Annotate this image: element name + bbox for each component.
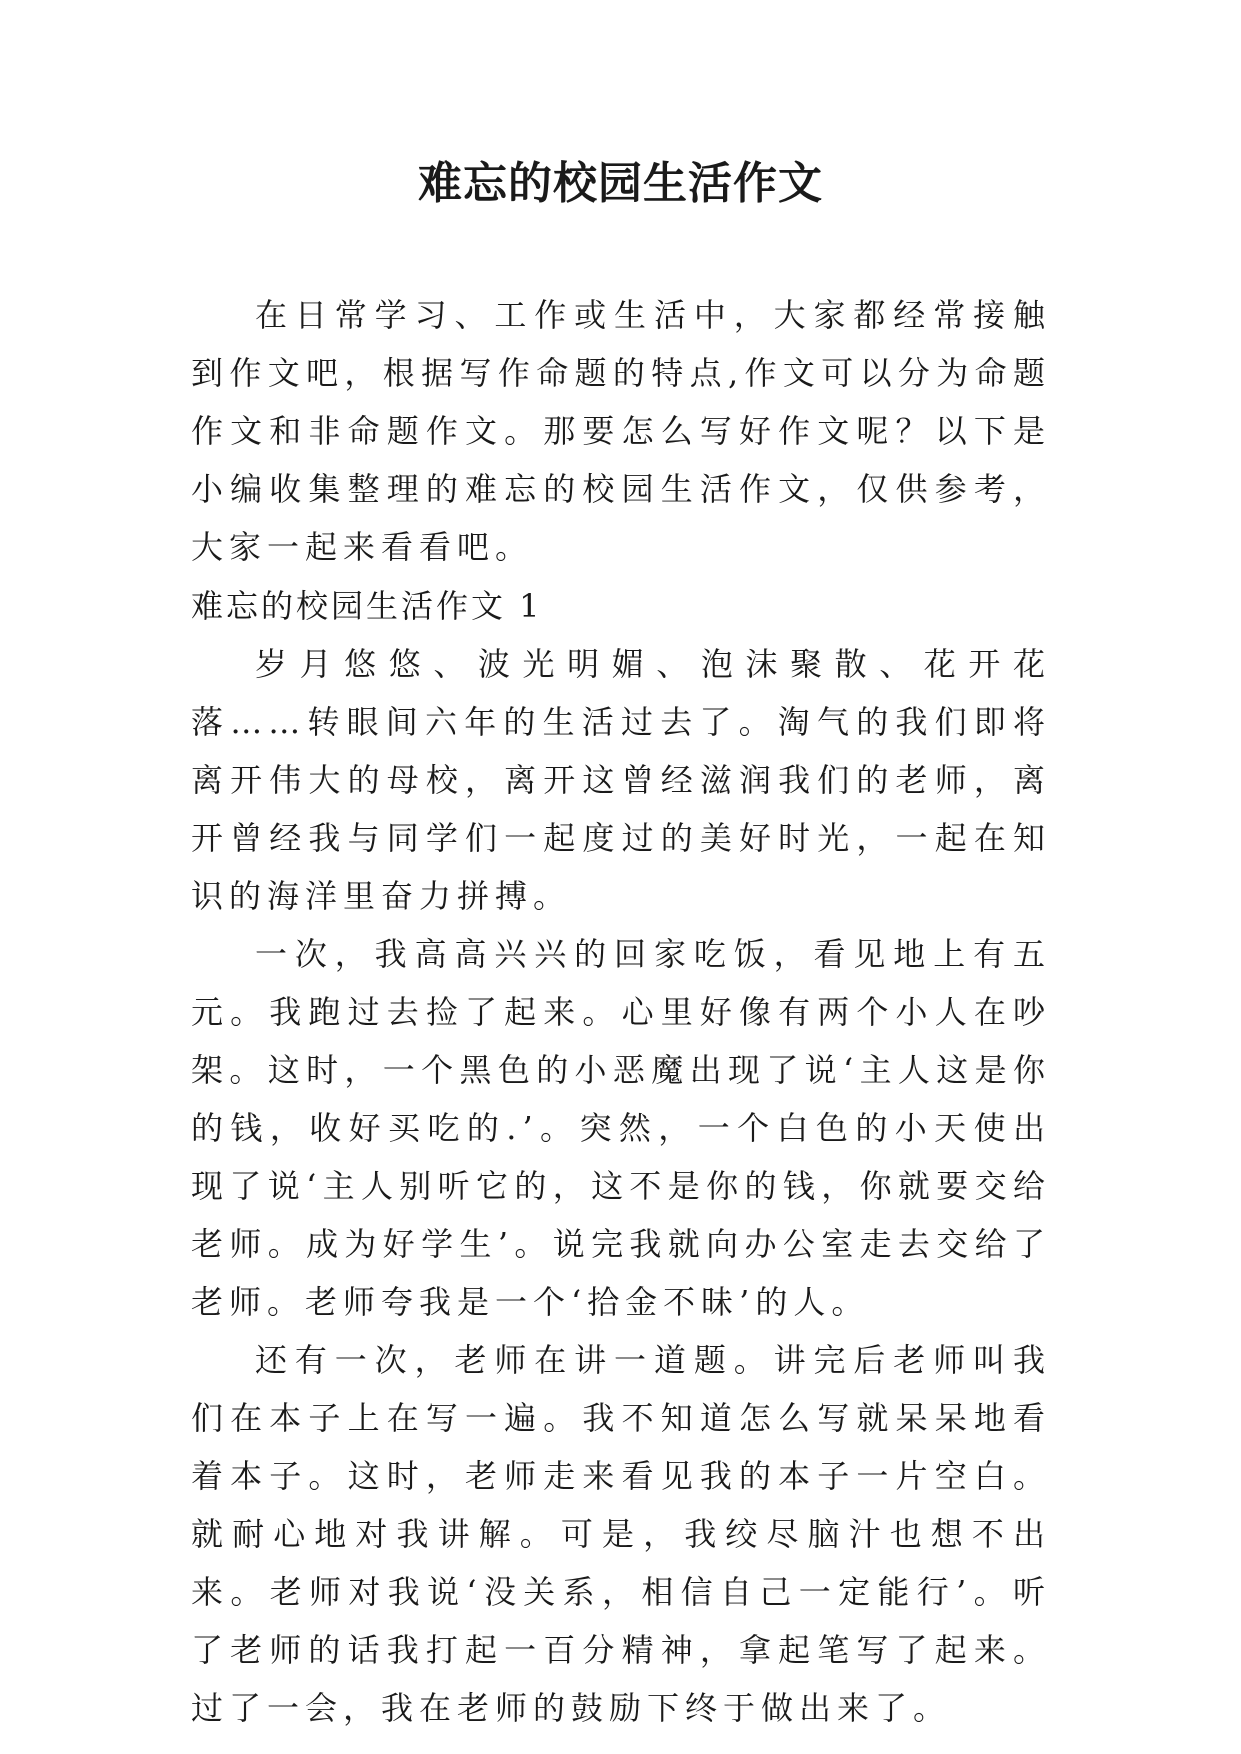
section-1 [191, 577, 1051, 1737]
body-paragraph: 一次，我高高兴兴的回家吃饭，看见地上有五元。我跑过去捡了起来。心里好像有两个小人在吵架。这时，一个黑色的小恶魔出现了说‘主人这是你的钱，收好买吃的.’。突然，一个白色的小天使出现了说‘主人别听它的，这不是你的钱，你就要交给老师。成为好学生’。说完我就向办公室走去交给了老师。老师夸我是一个‘拾金不昧’的人。 [191, 935, 1051, 1321]
intro-block [191, 286, 1051, 576]
body-paragraph: 岁月悠悠、波光明媚、泡沫聚散、花开花落……转眼间六年的生活过去了。淘气的我们即将离开伟大的母校，离开这曾经滋润我们的老师，离开曾经我与同学们一起度过的美好时光，一起在知识的海洋里奋力拼搏。 [191, 645, 1051, 915]
page-title: 难忘的校园生活作文 [418, 158, 823, 209]
section-heading: 难忘的校园生活作文 1 [191, 587, 543, 625]
intro-paragraph: 在日常学习、工作或生活中，大家都经常接触到作文吧，根据写作命题的特点,作文可以分为命题作文和非命题作文。那要怎么写好作文呢？以下是小编收集整理的难忘的校园生活作文，仅供参考，大家一起来看看吧。 [191, 296, 1051, 566]
body-paragraph: 还有一次，老师在讲一道题。讲完后老师叫我们在本子上在写一遍。我不知道怎么写就呆呆地看着本子。这时，老师走来看见我的本子一片空白。就耐心地对我讲解。可是，我绞尽脑汁也想不出来。老师对我说‘没关系，相信自己一定能行’。听了老师的话我打起一百分精神，拿起笔写了起来。过了一会，我在老师的鼓励下终于做出来了。 [191, 1341, 1051, 1727]
